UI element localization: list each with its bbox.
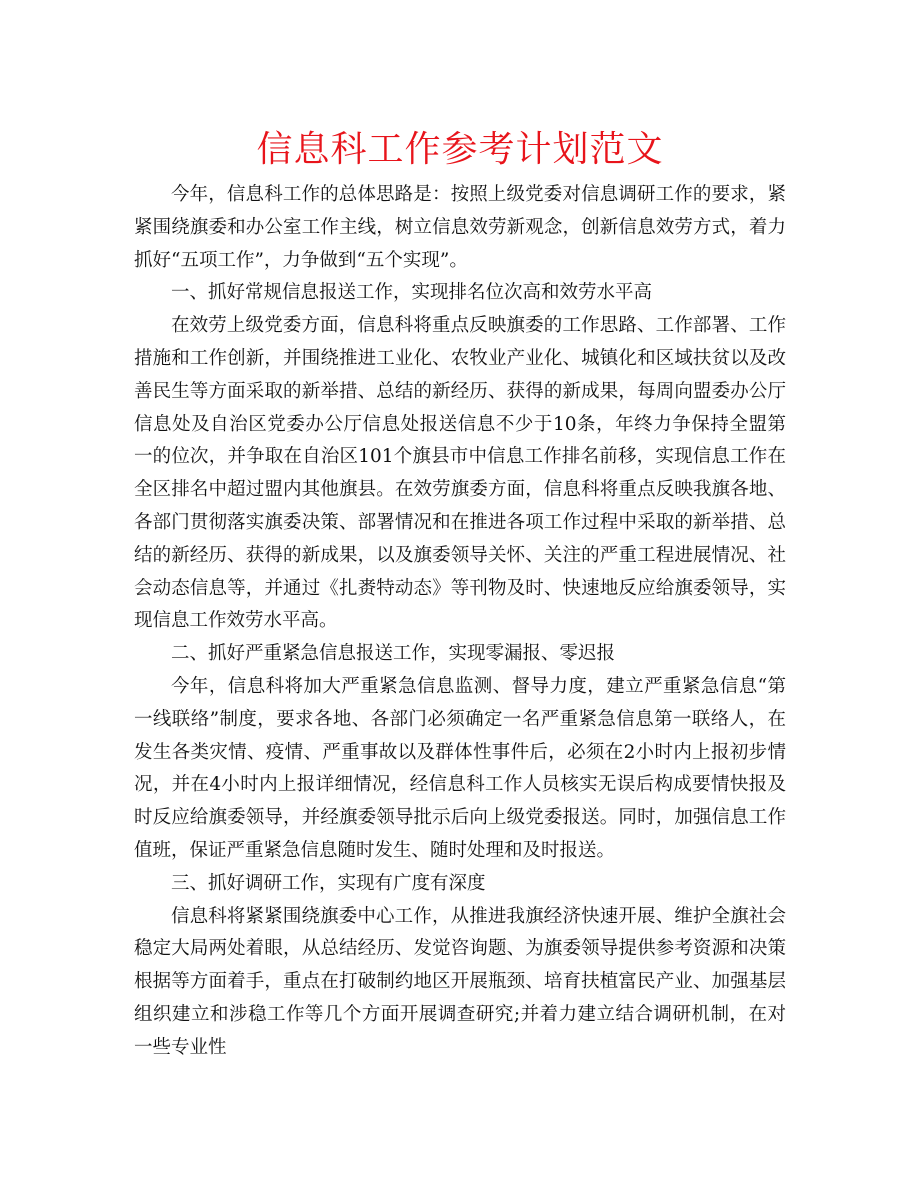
paragraph-section-2: 今年，信息科将加大严重紧急信息监测、督导力度，建立严重紧急信息“第一线联络”制度，要求各地、各部门必须确定一名严重紧急信息第一联络人，在发生各类灾情、疫情、严重事故以及群体性事件后，必须在2小时内上报初步情况，并在4小时内上报详细情况，经信息科工作人员核实无误后构成要情快报及时反应给旗委领导，并经旗委领导批示后向上级党委报送。同时，加强信息工作值班，保证严重紧急信息随时发生、随时处理和及时报送。 bbox=[134, 675, 786, 861]
document-body bbox=[134, 179, 786, 1065]
section-heading-3: 三、抓好调研工作，实现有广度有深度 bbox=[171, 872, 486, 894]
section-heading-1: 一、抓好常规信息报送工作，实现排名位次高和效劳水平高 bbox=[171, 282, 653, 304]
section-heading-2: 二、抓好严重紧急信息报送工作，实现零漏报、零迟报 bbox=[171, 643, 616, 665]
paragraph-section-3: 信息科将紧紧围绕旗委中心工作，从推进我旗经济快速开展、维护全旗社会稳定大局两处着眼，从总结经历、发觉咨询题、为旗委领导提供参考资源和决策根据等方面着手，重点在打破制约地区开展瓶颈、培育扶植富民产业、加强基层组织建立和涉稳工作等几个方面开展调查研究;并着力建立结合调研机制，在对一些专业性 bbox=[134, 905, 786, 1058]
document-title: 信息科工作参考计划范文 bbox=[256, 129, 664, 170]
paragraph-intro: 今年，信息科工作的总体思路是：按照上级党委对信息调研工作的要求，紧紧围绕旗委和办公室工作主线，树立信息效劳新观念，创新信息效劳方式，着力抓好“五项工作”，力争做到“五个实现”。 bbox=[134, 184, 786, 271]
paragraph-section-1: 在效劳上级党委方面，信息科将重点反映旗委的工作思路、工作部署、工作措施和工作创新，并围绕推进工业化、农牧业产业化、城镇化和区域扶贫以及改善民生等方面采取的新举措、总结的新经历、获得的新成果，每周向盟委办公厅信息处及自治区党委办公厅信息处报送信息不少于10条，年终力争保持全盟第一的位次，并争取在自治区101个旗县市中信息工作排名前移，实现信息工作在全区排名中超过盟内其他旗县。在效劳旗委方面，信息科将重点反映我旗各地、各部门贯彻落实旗委决策、部署情况和在推进各项工作过程中采取的新举措、总结的新经历、获得的新成果，以及旗委领导关怀、关注的严重工程进展情况、社会动态信息等，并通过《扎赉特动态》等刊物及时、快速地反应给旗委领导，实现信息工作效劳水平高。 bbox=[134, 315, 786, 632]
